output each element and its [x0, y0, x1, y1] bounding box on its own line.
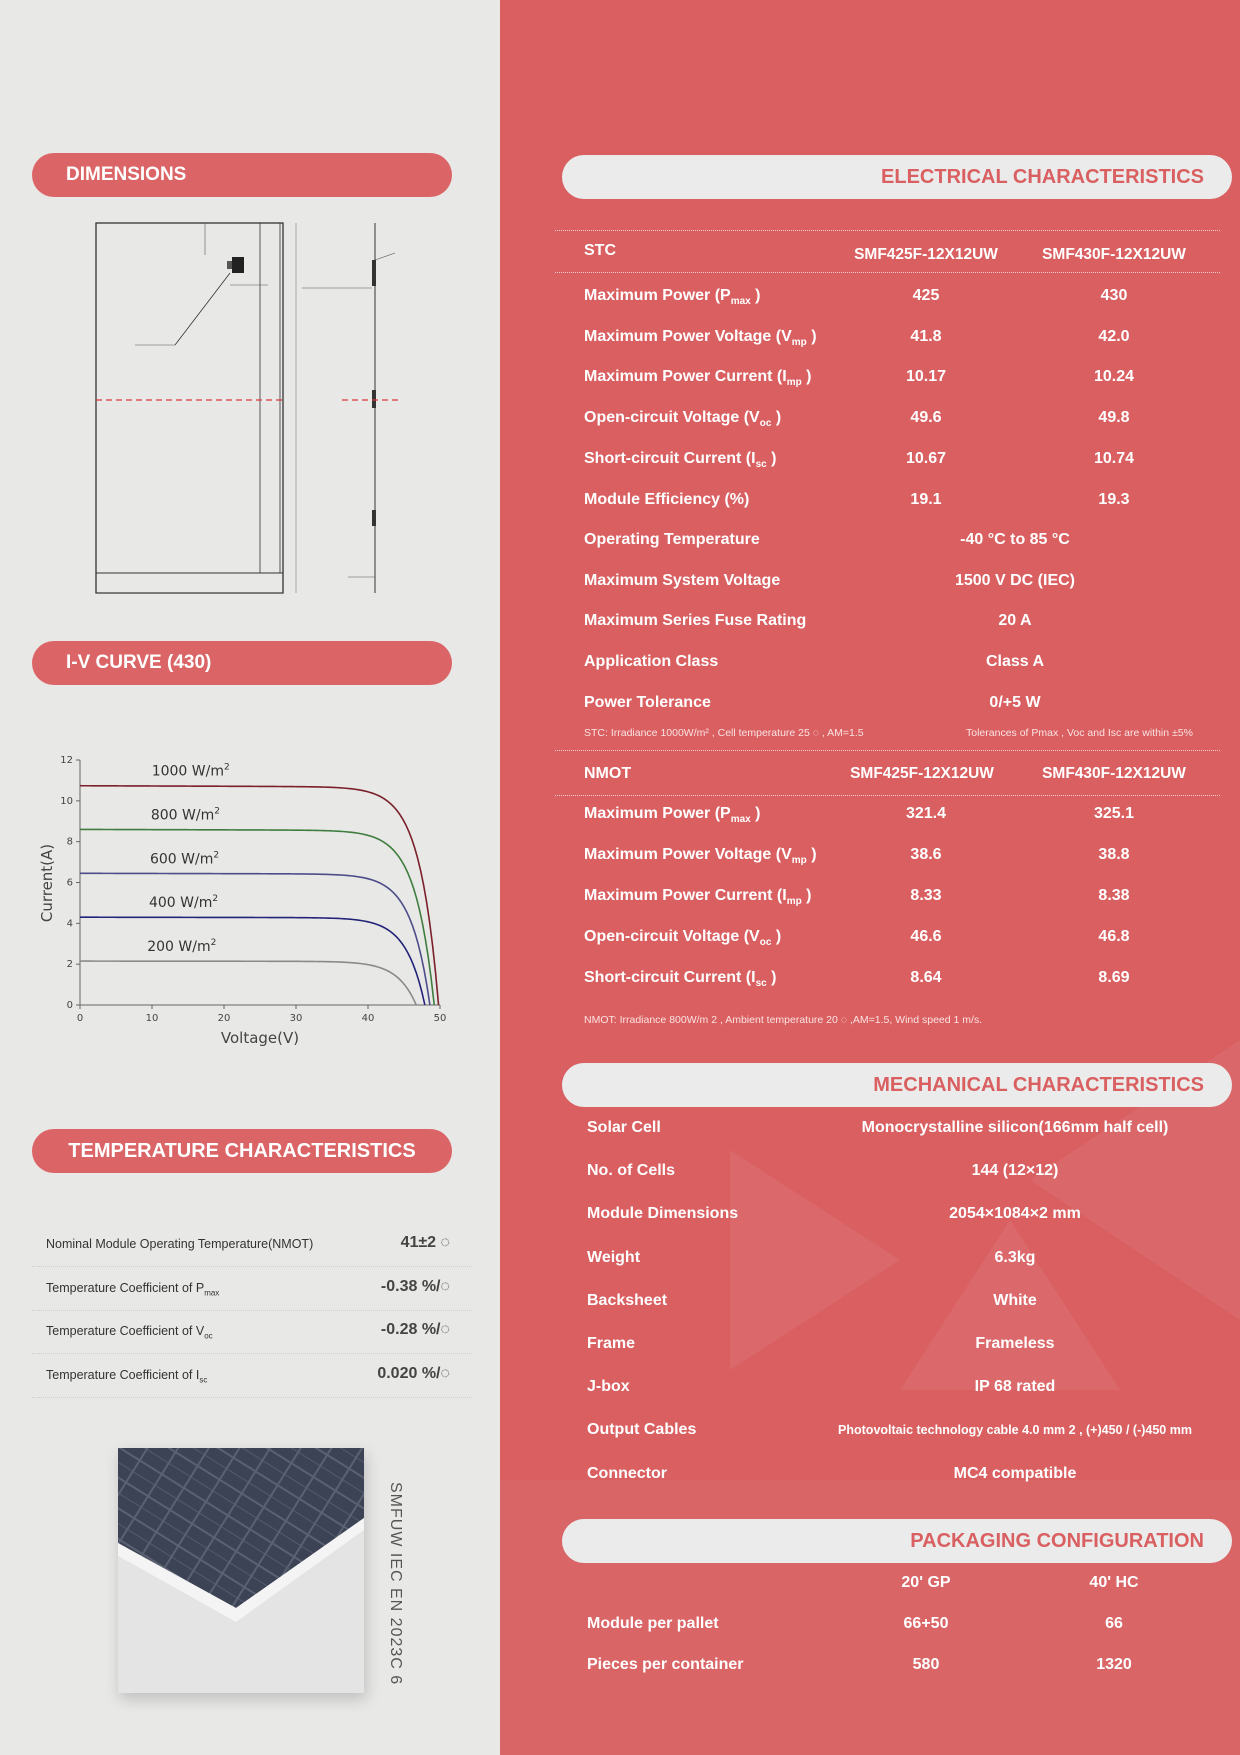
dimension-drawing	[80, 215, 420, 605]
parameter-label-tail: )	[771, 409, 782, 427]
parameter-label: Power Tolerance	[584, 693, 711, 711]
parameter-label: J-box	[587, 1378, 630, 1396]
parameter-label-tail: )	[750, 287, 761, 304]
parameter-label-tail: )	[766, 969, 777, 986]
temperature-heading: TEMPERATURE CHARACTERISTICS	[32, 1129, 452, 1173]
parameter-label	[584, 357, 811, 403]
value-model-2: 49.8	[1098, 409, 1130, 427]
value-20gp: 66+50	[903, 1615, 949, 1632]
parameter-label	[584, 876, 811, 922]
nmot-row	[500, 876, 1240, 916]
temperature-label-text: Temperature Coefficient of I	[46, 1367, 200, 1382]
iv-series-label: 400 $W/m^2$	[148, 894, 219, 912]
nmot-row	[500, 835, 1240, 875]
nmot-label: NMOT	[584, 765, 632, 782]
mechanical-row	[500, 1323, 1240, 1365]
left-column	[0, 0, 500, 1755]
value-model-1: 41.8	[910, 327, 942, 345]
stc-label: STC	[584, 242, 616, 259]
value-model-1: 425	[912, 287, 940, 304]
packaging-col-1: 20' GP	[901, 1574, 951, 1591]
value-model-2: 19.3	[1098, 490, 1130, 508]
stc-row	[500, 317, 1240, 357]
parameter-label-text: Open-circuit Voltage (V	[584, 409, 760, 427]
parameter-label: Connector	[587, 1464, 667, 1482]
product-photo	[118, 1448, 364, 1693]
temperature-value: -0.38 %/◌	[380, 1277, 450, 1295]
mechanical-row	[500, 1107, 1240, 1149]
parameter-label	[584, 958, 776, 1004]
temperature-label-text: Temperature Coefficient of V	[46, 1324, 205, 1338]
parameter-label-subscript: mp	[786, 377, 802, 389]
value-model-2: 10.74	[1093, 449, 1135, 467]
product-caption: SMFUW IEC EN 2023C 6	[387, 1482, 404, 1686]
stc-row	[500, 398, 1240, 438]
parameter-label: Maximum System Voltage	[584, 571, 781, 589]
stc-shared-row	[500, 561, 1240, 601]
parameter-label-text: Short-circuit Current (I	[584, 449, 756, 467]
y-tick-label: 10	[60, 795, 73, 807]
right-column	[500, 0, 1240, 1755]
iv-series-line	[80, 961, 416, 1005]
y-tick-label: 2	[66, 959, 73, 971]
stc-shared-row	[500, 601, 1240, 641]
temperature-value: 0.020 %/◌	[377, 1364, 450, 1382]
y-axis-label: Current(A)	[38, 843, 56, 923]
x-tick-label: 50	[433, 1013, 447, 1024]
parameter-label: Output Cables	[587, 1421, 697, 1439]
value-model-1: 10.67	[905, 449, 947, 467]
electrical-heading: ELECTRICAL CHARACTERISTICS	[562, 155, 1232, 199]
parameter-label: No. of Cells	[587, 1162, 676, 1180]
temperature-value: -0.28 %/◌	[380, 1321, 450, 1338]
value-model-2: 10.24	[1093, 368, 1135, 386]
packaging-row	[500, 1645, 1240, 1685]
iv-series-line	[80, 873, 430, 1005]
value-20gp: 580	[912, 1656, 940, 1673]
y-tick-label: 0	[66, 1000, 73, 1011]
temperature-label-text: Nominal Module Operating Temperature(NMOT)	[46, 1237, 314, 1251]
temperature-label	[46, 1237, 313, 1251]
iv-series-label: 600 $W/m^2$	[149, 850, 220, 868]
temperature-row	[32, 1224, 472, 1267]
parameter-value: IP 68 rated	[974, 1378, 1056, 1396]
parameter-label: Backsheet	[587, 1291, 668, 1309]
parameter-label-text: Maximum Power (P	[584, 805, 731, 822]
parameter-label-subscript: max	[730, 296, 751, 308]
value-model-2: 430	[1100, 287, 1128, 304]
mechanical-row	[500, 1366, 1240, 1408]
value-40hc: 1320	[1096, 1656, 1132, 1673]
y-tick-label: 6	[66, 877, 73, 889]
y-tick-label: 8	[66, 836, 73, 848]
mechanical-row	[500, 1453, 1240, 1495]
mechanical-row	[500, 1193, 1240, 1235]
stc-row	[500, 276, 1240, 316]
packaging-heading: PACKAGING CONFIGURATION	[562, 1519, 1232, 1563]
parameter-label	[584, 276, 761, 322]
parameter-label	[584, 398, 781, 444]
iv-curve-chart	[30, 745, 460, 1055]
parameter-value: Photovoltaic technology cable 4.0 mm 2 , (+)450 / (-)450 mm	[838, 1423, 1192, 1438]
shared-value: Class A	[985, 653, 1045, 671]
temperature-row	[32, 1355, 472, 1398]
parameter-label: Module Dimensions	[587, 1205, 739, 1223]
mechanical-row	[500, 1237, 1240, 1279]
value-model-2: 46.8	[1098, 928, 1130, 945]
value-40hc: 66	[1105, 1615, 1123, 1632]
iv-series-line	[80, 786, 439, 1005]
parameter-label: Operating Temperature	[584, 531, 760, 548]
iv-series-label: 200 $W/m^2$	[147, 938, 217, 956]
stc-shared-row	[500, 683, 1240, 723]
parameter-label	[584, 794, 761, 840]
parameter-label-tail: )	[806, 846, 817, 863]
parameter-value: Monocrystalline silicon(166mm half cell)	[861, 1119, 1169, 1136]
model-1: SMF425F-12X12UW	[854, 246, 998, 263]
iv-curve-heading: I-V CURVE (430)	[32, 641, 452, 685]
y-tick-label: 12	[60, 755, 73, 766]
parameter-label-tail: )	[806, 327, 817, 345]
shared-value: 1500 V DC (IEC)	[954, 571, 1076, 589]
nmot-row	[500, 794, 1240, 834]
value-model-2: 325.1	[1093, 805, 1135, 822]
parameter-value: White	[993, 1291, 1037, 1309]
parameter-label-text: Maximum Power (P	[584, 287, 731, 304]
parameter-value: 6.3kg	[994, 1248, 1036, 1266]
x-tick-label: 40	[361, 1013, 375, 1024]
parameter-label	[584, 835, 817, 881]
value-model-1: 46.6	[910, 928, 942, 945]
nmot-header-row	[500, 754, 1240, 794]
parameter-label-subscript: mp	[786, 896, 802, 908]
parameter-label-subscript: mp	[791, 855, 807, 867]
temperature-value: 41±2 ◌	[400, 1234, 450, 1251]
packaging-header-row	[500, 1563, 1240, 1603]
parameter-label-tail: )	[766, 449, 777, 467]
value-model-1: 8.64	[910, 969, 942, 986]
parameter-label-tail: )	[750, 805, 761, 822]
stc-row	[500, 357, 1240, 397]
value-model-1: 49.6	[910, 409, 942, 427]
parameter-label: Pieces per container	[587, 1656, 744, 1673]
value-model-1: 10.17	[905, 368, 947, 386]
model-2: SMF430F-12X12UW	[1042, 246, 1186, 263]
parameter-label-subscript: max	[730, 814, 751, 826]
temperature-label	[46, 1281, 219, 1298]
parameter-label-subscript: sc	[755, 978, 767, 990]
stc-header-row	[500, 231, 1240, 271]
model-2: SMF430F-12X12UW	[1042, 765, 1186, 782]
parameter-label-text: Open-circuit Voltage (V	[584, 928, 760, 945]
dimensions-heading: DIMENSIONS	[32, 153, 452, 197]
shared-value: 0/+5 W	[989, 693, 1041, 711]
parameter-label-text: Maximum Power Current (I	[584, 368, 787, 386]
temperature-label	[46, 1368, 207, 1385]
parameter-value: 2054×1084×2 mm	[949, 1205, 1081, 1223]
mechanical-row	[500, 1280, 1240, 1322]
temperature-row	[32, 1311, 472, 1354]
x-tick-label: 10	[145, 1013, 159, 1024]
parameter-label	[584, 480, 749, 520]
parameter-label	[584, 317, 817, 363]
parameter-label	[584, 439, 776, 485]
divider	[555, 750, 1220, 751]
parameter-label-text: Maximum Power Voltage (V	[584, 846, 792, 863]
parameter-label-tail: )	[801, 368, 812, 386]
temperature-row	[32, 1268, 472, 1311]
x-tick-label: 0	[76, 1013, 84, 1024]
value-model-2: 38.8	[1098, 846, 1130, 863]
parameter-value: Frameless	[975, 1335, 1055, 1352]
packaging-row	[500, 1604, 1240, 1644]
parameter-label: Solar Cell	[587, 1119, 661, 1136]
shared-value: -40 °C to 85 °C	[960, 531, 1070, 548]
stc-row	[500, 480, 1240, 520]
stc-row	[500, 439, 1240, 479]
parameter-label-subscript: sc	[755, 458, 767, 470]
temperature-label-text: Temperature Coefficient of P	[46, 1280, 205, 1295]
value-model-2: 42.0	[1098, 327, 1130, 345]
nmot-row	[500, 917, 1240, 957]
parameter-label-text: Maximum Power Current (I	[584, 887, 787, 904]
iv-series-label: 1000 $W/m^2$	[151, 762, 230, 780]
nmot-row	[500, 958, 1240, 998]
parameter-label: Maximum Series Fuse Rating	[584, 612, 807, 630]
mechanical-row	[500, 1409, 1240, 1451]
parameter-label: Application Class	[584, 653, 719, 671]
model-1: SMF425F-12X12UW	[850, 765, 994, 782]
stc-note: STC: Irradiance 1000W/m² , Cell temperature 25 ◌ , AM=1.5	[584, 727, 864, 739]
stc-shared-row	[500, 520, 1240, 560]
parameter-value: MC4 compatible	[953, 1464, 1077, 1482]
parameter-label-text: Maximum Power Voltage (V	[584, 327, 792, 345]
parameter-label-subscript: oc	[759, 418, 772, 430]
nmot-note: NMOT: Irradiance 800W/m 2 , Ambient temperature 20 ◌ ,AM=1.5, Wind speed 1 m/s.	[584, 1014, 983, 1026]
parameter-label-tail: )	[801, 887, 812, 904]
parameter-value: 144 (12×12)	[971, 1162, 1059, 1180]
temperature-label	[46, 1324, 213, 1341]
parameter-label-tail: )	[771, 928, 782, 945]
y-tick-label: 4	[66, 918, 73, 930]
mechanical-row	[500, 1150, 1240, 1192]
x-tick-label: 20	[217, 1013, 231, 1024]
temperature-label-subscript: oc	[204, 1331, 213, 1341]
parameter-label-text: Module Efficiency (%)	[584, 490, 750, 508]
iv-series-label: 800 $W/m^2$	[150, 806, 220, 824]
shared-value: 20 A	[998, 612, 1032, 630]
temperature-label-subscript: sc	[199, 1375, 208, 1384]
x-tick-label: 30	[289, 1013, 303, 1024]
value-model-1: 19.1	[910, 490, 942, 508]
parameter-label-text: Short-circuit Current (I	[584, 969, 756, 986]
value-model-2: 8.38	[1098, 887, 1130, 904]
packaging-col-2: 40' HC	[1089, 1574, 1139, 1591]
stc-shared-row	[500, 642, 1240, 682]
mechanical-heading: MECHANICAL CHARACTERISTICS	[562, 1063, 1232, 1107]
parameter-label: Weight	[587, 1248, 641, 1266]
parameter-label: Frame	[587, 1335, 636, 1352]
parameter-label: Module per pallet	[587, 1615, 719, 1632]
temperature-label-subscript: max	[204, 1288, 220, 1297]
tolerance-note: Tolerances of Pmax , Voc and Isc are within ±5%	[966, 727, 1193, 739]
value-model-1: 38.6	[910, 846, 942, 863]
value-model-1: 8.33	[910, 887, 942, 904]
parameter-label-subscript: oc	[759, 937, 772, 949]
value-model-1: 321.4	[905, 805, 947, 822]
value-model-2: 8.69	[1098, 969, 1130, 986]
parameter-label-subscript: mp	[791, 336, 807, 348]
parameter-label	[584, 917, 781, 963]
divider	[555, 272, 1220, 273]
x-axis-label: Voltage(V)	[220, 1029, 300, 1047]
